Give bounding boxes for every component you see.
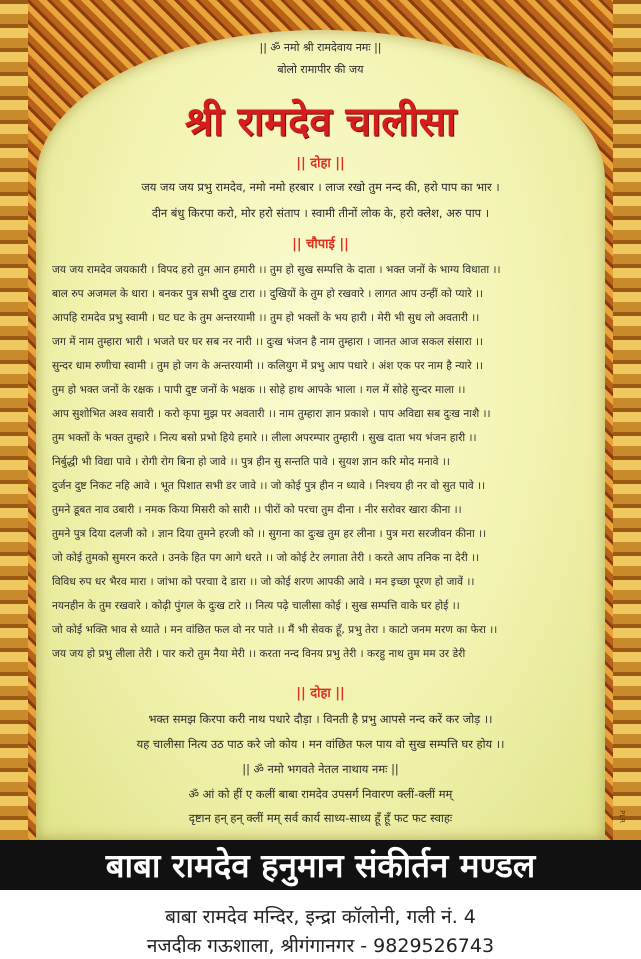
chaupai-line: जो कोई तुमको सुमरन करते । उनके हित पग आगे धरते ।। जो कोई टेर लगाता तेरी । करते आप तनिक ना देरी ।। (52, 552, 480, 564)
chaupai-line: आप सुशोभित अश्व सवारी । करो कृपा मुझ पर अवतारी ।। नाम तुम्हारा ज्ञान प्रकाशे । पाप अविद्या सब दुःख नाशै ।। (52, 408, 491, 420)
chaupai-line: तुम हो भक्त जनों के रक्षक । पापी दुष्ट जनों के भक्षक ।। सोहे हाथ आपके भाला । गल में सोहे सुन्दर माला ।। (52, 384, 466, 396)
chaupai-line: जो कोई भक्ति भाव से ध्याते । मन वांछित फल वो नर पाते ।। मैं भी सेवक हूँ, प्रभु तेरा । काटो जनम मरण का फेरा ।। (52, 624, 498, 636)
chaupai-line: दुर्जन दुष्ट निकट नहि आवे । भूत पिशात सभी डर जावे ।। जो कोई पुत्र हीन न ध्यावे । निश्चय ही नर वो सुत पावे ।। (52, 480, 486, 492)
mantra-line-1: || ॐ नमो श्री रामदेवाय नमः || (259, 41, 382, 54)
page-title: श्री रामदेव चालीसा (184, 98, 457, 145)
doha-heading: || दोहा || (296, 156, 345, 171)
chaupai-line: जय जय रामदेव जयकारी । विपद हरो तुम आन हमारी ।। तुम हो सुख सम्पत्ति के दाता । भक्त जनों के भाग्य विधाता ।। (52, 264, 501, 276)
chaupai-line: बाल रुप अजमल के धारा । बनकर पुत्र सभी दुख टारा ।। दुखियों के तुम हो रखवारे । लागत आप उन्हीं को प्यारे ।। (52, 288, 484, 300)
doha2-line: दृष्टान हन् हन् क्लीं मम् सर्व कार्य साध्य-साध्य हूँ हूँ फट फट स्वाहः (188, 811, 453, 825)
doha-line: दीन बंधु किरपा करो, मोर हरो संताप । स्वामी तीनों लोक के, हरो क्लेश, अरु पाप । (151, 206, 490, 220)
doha2-heading: || दोहा || (296, 686, 345, 701)
doha2-line: || ॐ नमो भगवते नेतल नाथाय नमः || (242, 762, 399, 776)
chaupai-line: नयनहीन के तुम रखवारे । कोढ़ी पुंगल के दुःख टारे ।। नित्य पढ़े चालीसा कोई । सुख सम्पत्ति वाके घर होई ।। (52, 600, 460, 612)
address-line-2: नजदीक गऊशाला, श्रीगंगानगर - 9829526743 (146, 935, 495, 957)
chaupai-heading: || चौपाई || (292, 237, 349, 252)
mantra-line-2: बोलो रामापीर की जय (277, 63, 364, 76)
watermark: PLR (618, 810, 626, 823)
chaupai-line: तुम भक्तों के भक्त तुम्हारे । नित्य बसो प्रभो हिये हमारे ।। लीला अपरम्पार तुम्हारी । सुख दाता भय भंजन हारी ।। (52, 432, 477, 444)
doha2-line: यह चालीसा नित्य उठ पाठ करे जो कोय । मन वांछित फल पाय वो सुख सम्पत्ति घर होय ।। (136, 737, 505, 751)
chaupai-line: सुन्दर धाम रुणीचा स्वामी । तुम हो जग के अन्तरयामी ।। कलियुग में प्रभु आप पधारे । अंश एक पर नाम है न्यारे ।। (52, 360, 483, 372)
chaupai-line: विविध रुप धर भैरव मारा । जांभा को परचाा दे डारा ।। जो कोई शरण आपकी आवे । मन इच्छा पूरण हो जावें ।। (52, 576, 475, 588)
organization-name: बाबा रामदेव हनुमान संकीर्तन मण्डल (105, 846, 536, 885)
address-line-1: बाबा रामदेव मन्दिर, इन्द्रा कॉलोनी, गली नं. 4 (165, 906, 476, 928)
chaupai-line: निर्बुद्धी भी विद्या पावे । रोगी रोग बिना हो जावे ।। पुत्र हीन सु सन्तति पावे । सुयश ज्ञान करि मोद मनावे ।। (52, 456, 450, 468)
chaupai-line: जग में नाम तुम्हारा भारी । भजते घर घर सब नर नारी ।। दुःख भंजन है नाम तुम्हारा । जानत आज सकल संसारा ।। (52, 336, 483, 348)
doha-line: जय जय जय प्रभु रामदेव, नमो नमो हरबार । लाज रखो तुम नन्द की, हरो पाप का भार । (141, 180, 500, 194)
chaupai-line: तुमने डूबत नाव उबारी । नमक किया मिसरी को सारी ।। पीरों को परचा तुम दीना । नीर सरोवर खारा कीना ।। (52, 504, 462, 516)
chaupai-line: जय जय हो प्रभु लीला तेरी । पार करो तुम नैया मेरी ।। करता नन्द विनय प्रभु तेरी । करहु नाथ तुम मम उर डेरी (52, 648, 466, 660)
chaupai-line: तुमने पुत्र दिया दलजी को । ज्ञान दिया तुमने हरजी को ।। सुगना का दुःख तुम हर लीना । पुत्र मरा सरजीवन कीना ।। (52, 528, 487, 540)
doha2-line: ॐ आं को हीं ए कलीं बाबा रामदेव उपसर्ग निवारण क्लीं-क्लीं मम् (188, 787, 453, 801)
doha2-line: भक्त समझ किरपा करी नाथ पधारे दौड़ा । विनती है प्रभु आपसे नन्द करें कर जोड़ ।। (148, 712, 493, 726)
chaupai-line: आपहि रामदेव प्रभु स्वामी । घट घट के तुम अन्तरयामी ।। तुम हो भक्तों के भय हारी । मेरी भी सुध लो अवतारी ।। (52, 312, 480, 324)
